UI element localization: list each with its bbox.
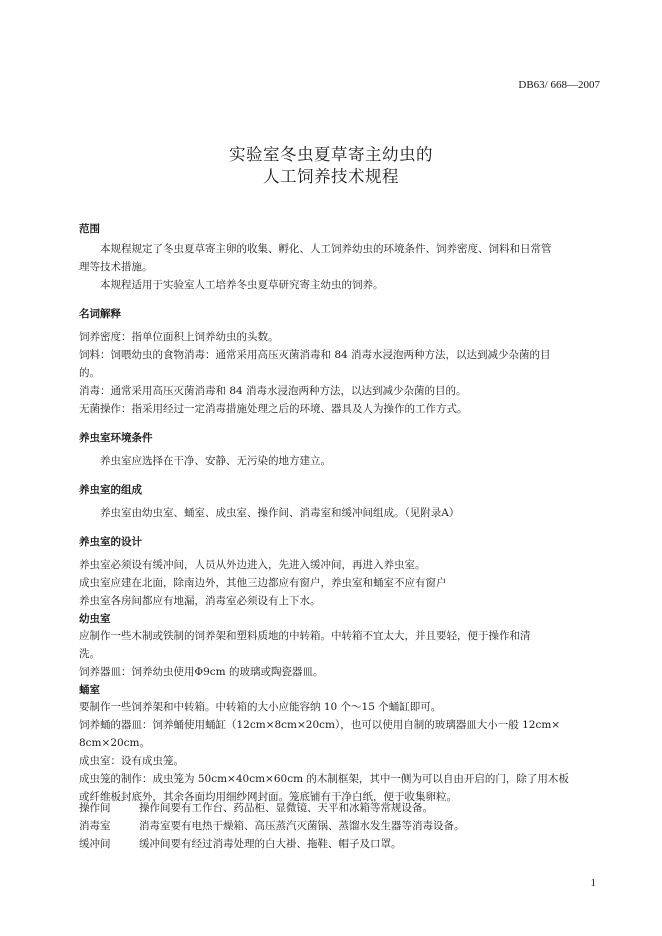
- room-text: 缓冲间要有经过消毒处理的白大褂、拖鞋、帽子及口罩。: [139, 838, 402, 850]
- pupa-line-3: 8cm×20cm。: [79, 737, 151, 749]
- section-heading-design: 养虫室的设计: [79, 536, 142, 548]
- design-line-1: 养虫室必须设有缓冲间，人员从外边进入，先进入缓冲间，再进入养虫室。: [79, 559, 426, 571]
- subheading-pupa-room: 蛹室: [79, 684, 100, 696]
- standard-code: DB63/ 668—2007: [518, 79, 600, 91]
- scope-paragraph-2: 本规程适用于实验室人工培养冬虫夏草研究寄主幼虫的饲养。: [100, 279, 384, 291]
- pupa-line-1: 要制作一些饲养架和中转箱。中转箱的大小应能容纳 10 个～15 个蛹缸即可。: [79, 701, 442, 713]
- design-line-3: 养虫室各房间都应有地漏，消毒室必须设有上下水。: [79, 595, 321, 607]
- scope-paragraph-1-line2: 理等技术措施。: [79, 261, 153, 273]
- room-text: 消毒室要有电热干燥箱、高压蒸汽灭菌锅、蒸馏水发生器等消毒设备。: [139, 820, 465, 832]
- term-disinfection: 消毒：通常采用高压灭菌消毒和 84 消毒水浸泡两种方法，以达到减少杂菌的目的。: [79, 385, 467, 397]
- section-heading-scope: 范围: [79, 223, 100, 235]
- adult-room-line-2: 成虫笼的制作：成虫笼为 50cm×40cm×60cm 的木制框架，其中一侧为可以自由开启的门，除了用木板: [79, 773, 569, 785]
- room-label: 操作间: [79, 802, 111, 814]
- larva-line-3: 饲养器皿：饲养幼虫使用Φ9cm 的玻璃或陶瓷器皿。: [79, 666, 324, 678]
- term-aseptic-operation: 无菌操作：指采用经过一定消毒措施处理之后的环境、器具及人为操作的工作方式。: [79, 403, 468, 415]
- page-number: 1: [590, 877, 596, 889]
- room-label: 缓冲间: [79, 838, 111, 850]
- scope-paragraph-1-line1: 本规程规定了冬虫夏草寄主卵的收集、孵化、人工饲养幼虫的环境条件、饲养密度、饲料和日常管: [100, 243, 552, 255]
- room-text: 操作间要有工作台、药品柜、显微镜、天平和冰箱等常规设备。: [139, 802, 433, 814]
- design-line-2: 成虫室应建在北面，除南边外，其他三边都应有窗户，养虫室和蛹室不应有窗户: [79, 577, 447, 589]
- composition-paragraph: 养虫室由幼虫室、蛹室、成虫室、操作间、消毒室和缓冲间组成。（见附录A）: [100, 507, 460, 519]
- room-row-operation: [79, 800, 433, 815]
- document-title-line1: 实验室冬虫夏草寄主幼虫的: [229, 145, 433, 164]
- room-row-disinfection: [79, 818, 465, 833]
- term-feed-line1: 饲料：饲喂幼虫的食物消毒：通常采用高压灭菌消毒和 84 消毒水浸泡两种方法，以达到减少杂菌的目: [79, 349, 551, 361]
- section-heading-terms: 名词解释: [79, 308, 121, 320]
- section-heading-environment: 养虫室环境条件: [79, 432, 153, 444]
- term-feeding-density: 饲养密度：指单位面积上饲养幼虫的头数。: [79, 331, 279, 343]
- subheading-larva-room: 幼虫室: [79, 613, 111, 625]
- adult-room-line-3: 或纤维板封底外，其余各面均用细纱网封面。笼底铺有干净白纸，便于收集卵粒。: [79, 791, 457, 803]
- larva-line-2: 洗。: [79, 648, 100, 660]
- environment-paragraph: 养虫室应选择在干净、安静、无污染的地方建立。: [100, 455, 331, 467]
- section-heading-composition: 养虫室的组成: [79, 484, 142, 496]
- room-label: 消毒室: [79, 820, 111, 832]
- term-feed-line2: 的。: [79, 367, 100, 379]
- document-title-line2: 人工饲养技术规程: [263, 167, 399, 186]
- adult-room-line-1: 成虫室：设有成虫笼。: [79, 755, 184, 767]
- pupa-line-2: 饲养蛹的器皿：饲养蛹使用蛹缸（12cm×8cm×20cm），也可以使用自制的玻璃器皿大小一般 12cm×: [79, 719, 561, 731]
- larva-line-1: 应制作一些木制或铁制的饲养架和塑料质地的中转箱。中转箱不宜太大，并且要轻，便于操作和清: [79, 630, 531, 642]
- room-row-buffer: [79, 836, 402, 851]
